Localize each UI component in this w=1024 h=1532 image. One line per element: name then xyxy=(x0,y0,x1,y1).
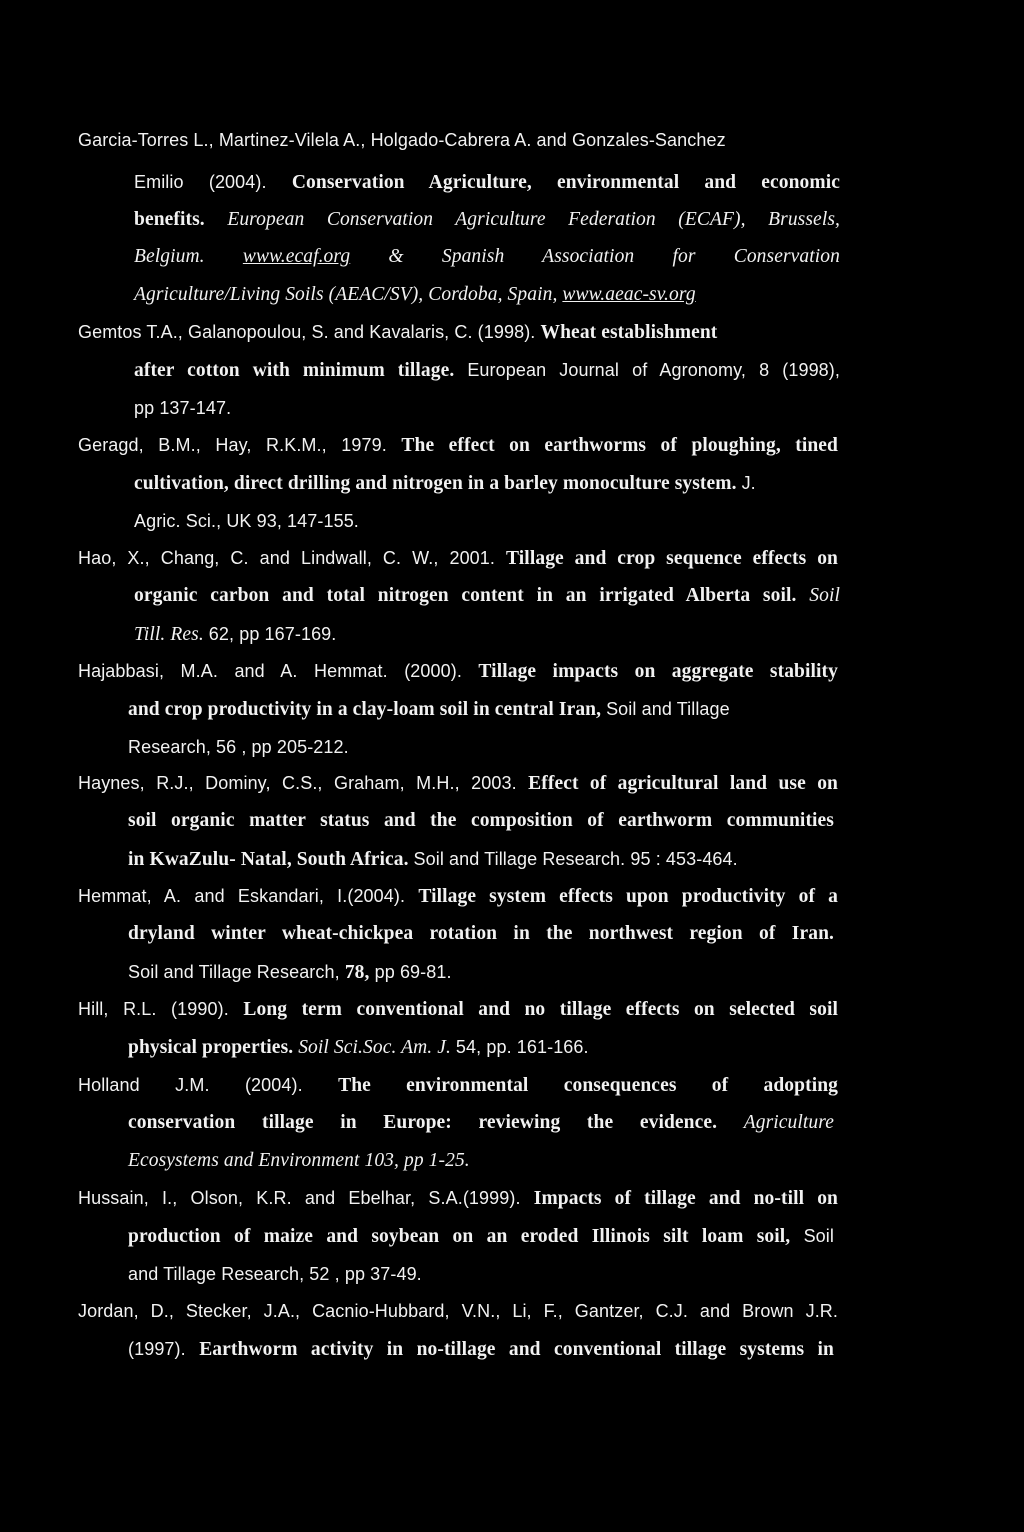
reference-text: pp 137-147. xyxy=(134,398,232,418)
reference-text: Soil Sci.Soc. Am. J. xyxy=(298,1037,456,1058)
reference-line xyxy=(134,208,840,232)
reference-text: after cotton with minimum tillage. xyxy=(134,360,468,381)
reference-line xyxy=(128,1262,422,1287)
reference-text: Long term conventional and no tillage effects on selected soil xyxy=(243,999,838,1020)
reference-text: benefits. xyxy=(134,209,228,230)
reference-text: The effect on earthworms of ploughing, tined xyxy=(401,435,838,456)
reference-line xyxy=(134,170,840,195)
reference-text: The environmental consequences of adopting xyxy=(338,1075,839,1096)
reference-text: 62, pp 167-169. xyxy=(208,624,337,644)
reference-line xyxy=(78,433,838,458)
reference-text: Till. Res. xyxy=(134,624,209,645)
reference-line xyxy=(134,245,840,269)
reference-line xyxy=(78,128,726,153)
reference-line xyxy=(128,809,834,833)
reference-text: Earthworm activity in no-tillage and conventional tillage systems in xyxy=(199,1339,834,1360)
reference-link[interactable]: www.aeac-sv.org xyxy=(562,284,696,305)
reference-text: and Tillage Research, 52 , pp 37-49. xyxy=(128,1264,422,1284)
reference-text: Hemmat, A. and Eskandari, I.(2004). xyxy=(78,886,419,906)
reference-text: Agric. Sci., UK 93, 147-155. xyxy=(134,511,359,531)
reference-text: Emilio (2004). xyxy=(134,172,292,192)
reference-text: Soil xyxy=(809,585,840,606)
reference-text: Hao, X., Chang, C. and Lindwall, C. W., 2001. xyxy=(78,548,507,568)
reference-line xyxy=(128,1224,834,1249)
reference-text: Holland J.M. (2004). xyxy=(78,1075,339,1095)
reference-text: Soil and Tillage xyxy=(606,699,730,719)
reference-line xyxy=(128,1337,834,1362)
reference-text: Belgium. xyxy=(134,246,243,267)
reference-line xyxy=(78,1186,838,1211)
reference-text: Tillage and crop sequence effects on xyxy=(506,548,839,569)
reference-line xyxy=(128,847,738,872)
reference-link[interactable]: www.ecaf.org xyxy=(242,246,351,267)
reference-text: Ecosystems and Environment 103, pp 1-25. xyxy=(128,1150,470,1171)
reference-text: Hajabbasi, M.A. and A. Hemmat. (2000). xyxy=(78,661,479,681)
reference-text: in KwaZulu- Natal, South Africa. xyxy=(128,849,414,870)
reference-line xyxy=(134,584,840,608)
reference-line xyxy=(78,1299,838,1324)
reference-text: Garcia-Torres L., Martinez-Vilela A., Holgado-Cabrera A. and Gonzales-Sanchez xyxy=(78,130,726,150)
reference-line xyxy=(134,283,696,307)
reference-text: (1997). xyxy=(128,1339,200,1359)
reference-text: Soil and Tillage Research, xyxy=(128,962,345,982)
reference-line xyxy=(128,922,834,946)
reference-text: Wheat establishment xyxy=(540,322,718,343)
reference-text: Tillage impacts on aggregate stability xyxy=(478,661,838,682)
reference-text: conservation tillage in Europe: reviewing the evidence. xyxy=(128,1112,744,1133)
reference-text: production of maize and soybean on an eroded Illinois silt loam soil, xyxy=(128,1226,804,1247)
reference-line xyxy=(78,546,838,571)
reference-text: organic carbon and total nitrogen content in an irrigated Alberta soil. xyxy=(134,585,810,606)
reference-line xyxy=(134,622,336,647)
reference-text: Conservation Agriculture, environmental and economic xyxy=(291,172,840,193)
reference-text: dryland winter wheat-chickpea rotation in the northwest region of Iran. xyxy=(128,923,834,944)
reference-line xyxy=(128,697,730,722)
reference-text: Impacts of tillage and no-till on xyxy=(533,1188,838,1209)
reference-line xyxy=(134,471,756,496)
reference-text: Soil and Tillage Research. 95 : 453-464. xyxy=(413,849,738,869)
reference-line xyxy=(128,735,349,760)
reference-line xyxy=(128,1149,470,1173)
reference-text: Gemtos T.A., Galanopoulou, S. and Kavalaris, C. (1998). xyxy=(78,322,541,342)
reference-line xyxy=(78,1073,838,1098)
reference-text: Research, 56 , pp 205-212. xyxy=(128,737,349,757)
reference-text: European Journal of Agronomy, 8 (1998), xyxy=(467,360,840,380)
reference-text: Agriculture/Living Soils (AEAC/SV), Cordoba, Spain, xyxy=(134,284,563,305)
reference-text: 78, xyxy=(344,962,370,983)
reference-text: soil organic matter status and the composition of earthworm communities xyxy=(128,810,834,831)
reference-text: & Spanish Association for Conservation xyxy=(350,246,840,267)
reference-text: pp 69-81. xyxy=(369,962,452,982)
reference-line xyxy=(128,1111,834,1135)
reference-line xyxy=(78,997,838,1022)
reference-text: physical properties. xyxy=(128,1037,299,1058)
reference-text: Jordan, D., Stecker, J.A., Cacnio-Hubbard, V.N., Li, F., Gantzer, C.J. and Brown J.R. xyxy=(78,1301,838,1321)
reference-text: European Conservation Agriculture Federation (ECAF), Brussels, xyxy=(227,209,840,230)
reference-line xyxy=(134,358,840,383)
reference-line xyxy=(134,509,359,534)
reference-line xyxy=(128,960,452,985)
reference-line xyxy=(78,659,838,684)
reference-text: and crop productivity in a clay-loam soil in central Iran, xyxy=(128,699,607,720)
reference-text: Effect of agricultural land use on xyxy=(528,773,838,794)
reference-line xyxy=(78,771,838,796)
reference-text: Tillage system effects upon productivity of a xyxy=(418,886,838,907)
reference-line xyxy=(134,396,231,421)
reference-text: Agriculture xyxy=(743,1112,834,1133)
reference-text: Hill, R.L. (1990). xyxy=(78,999,244,1019)
reference-text: Hussain, I., Olson, K.R. and Ebelhar, S.A.(1999). xyxy=(78,1188,534,1208)
reference-line xyxy=(78,320,717,345)
reference-text: J. xyxy=(741,473,756,493)
reference-text: Soil xyxy=(803,1226,834,1246)
reference-text: Haynes, R.J., Dominy, C.S., Graham, M.H., 2003. xyxy=(78,773,529,793)
reference-line xyxy=(78,884,838,909)
reference-line xyxy=(128,1035,589,1060)
reference-text: cultivation, direct drilling and nitrogen in a barley monoculture system. xyxy=(134,473,742,494)
reference-text: 54, pp. 161-166. xyxy=(455,1037,589,1057)
reference-text: Geragd, B.M., Hay, R.K.M., 1979. xyxy=(78,435,402,455)
